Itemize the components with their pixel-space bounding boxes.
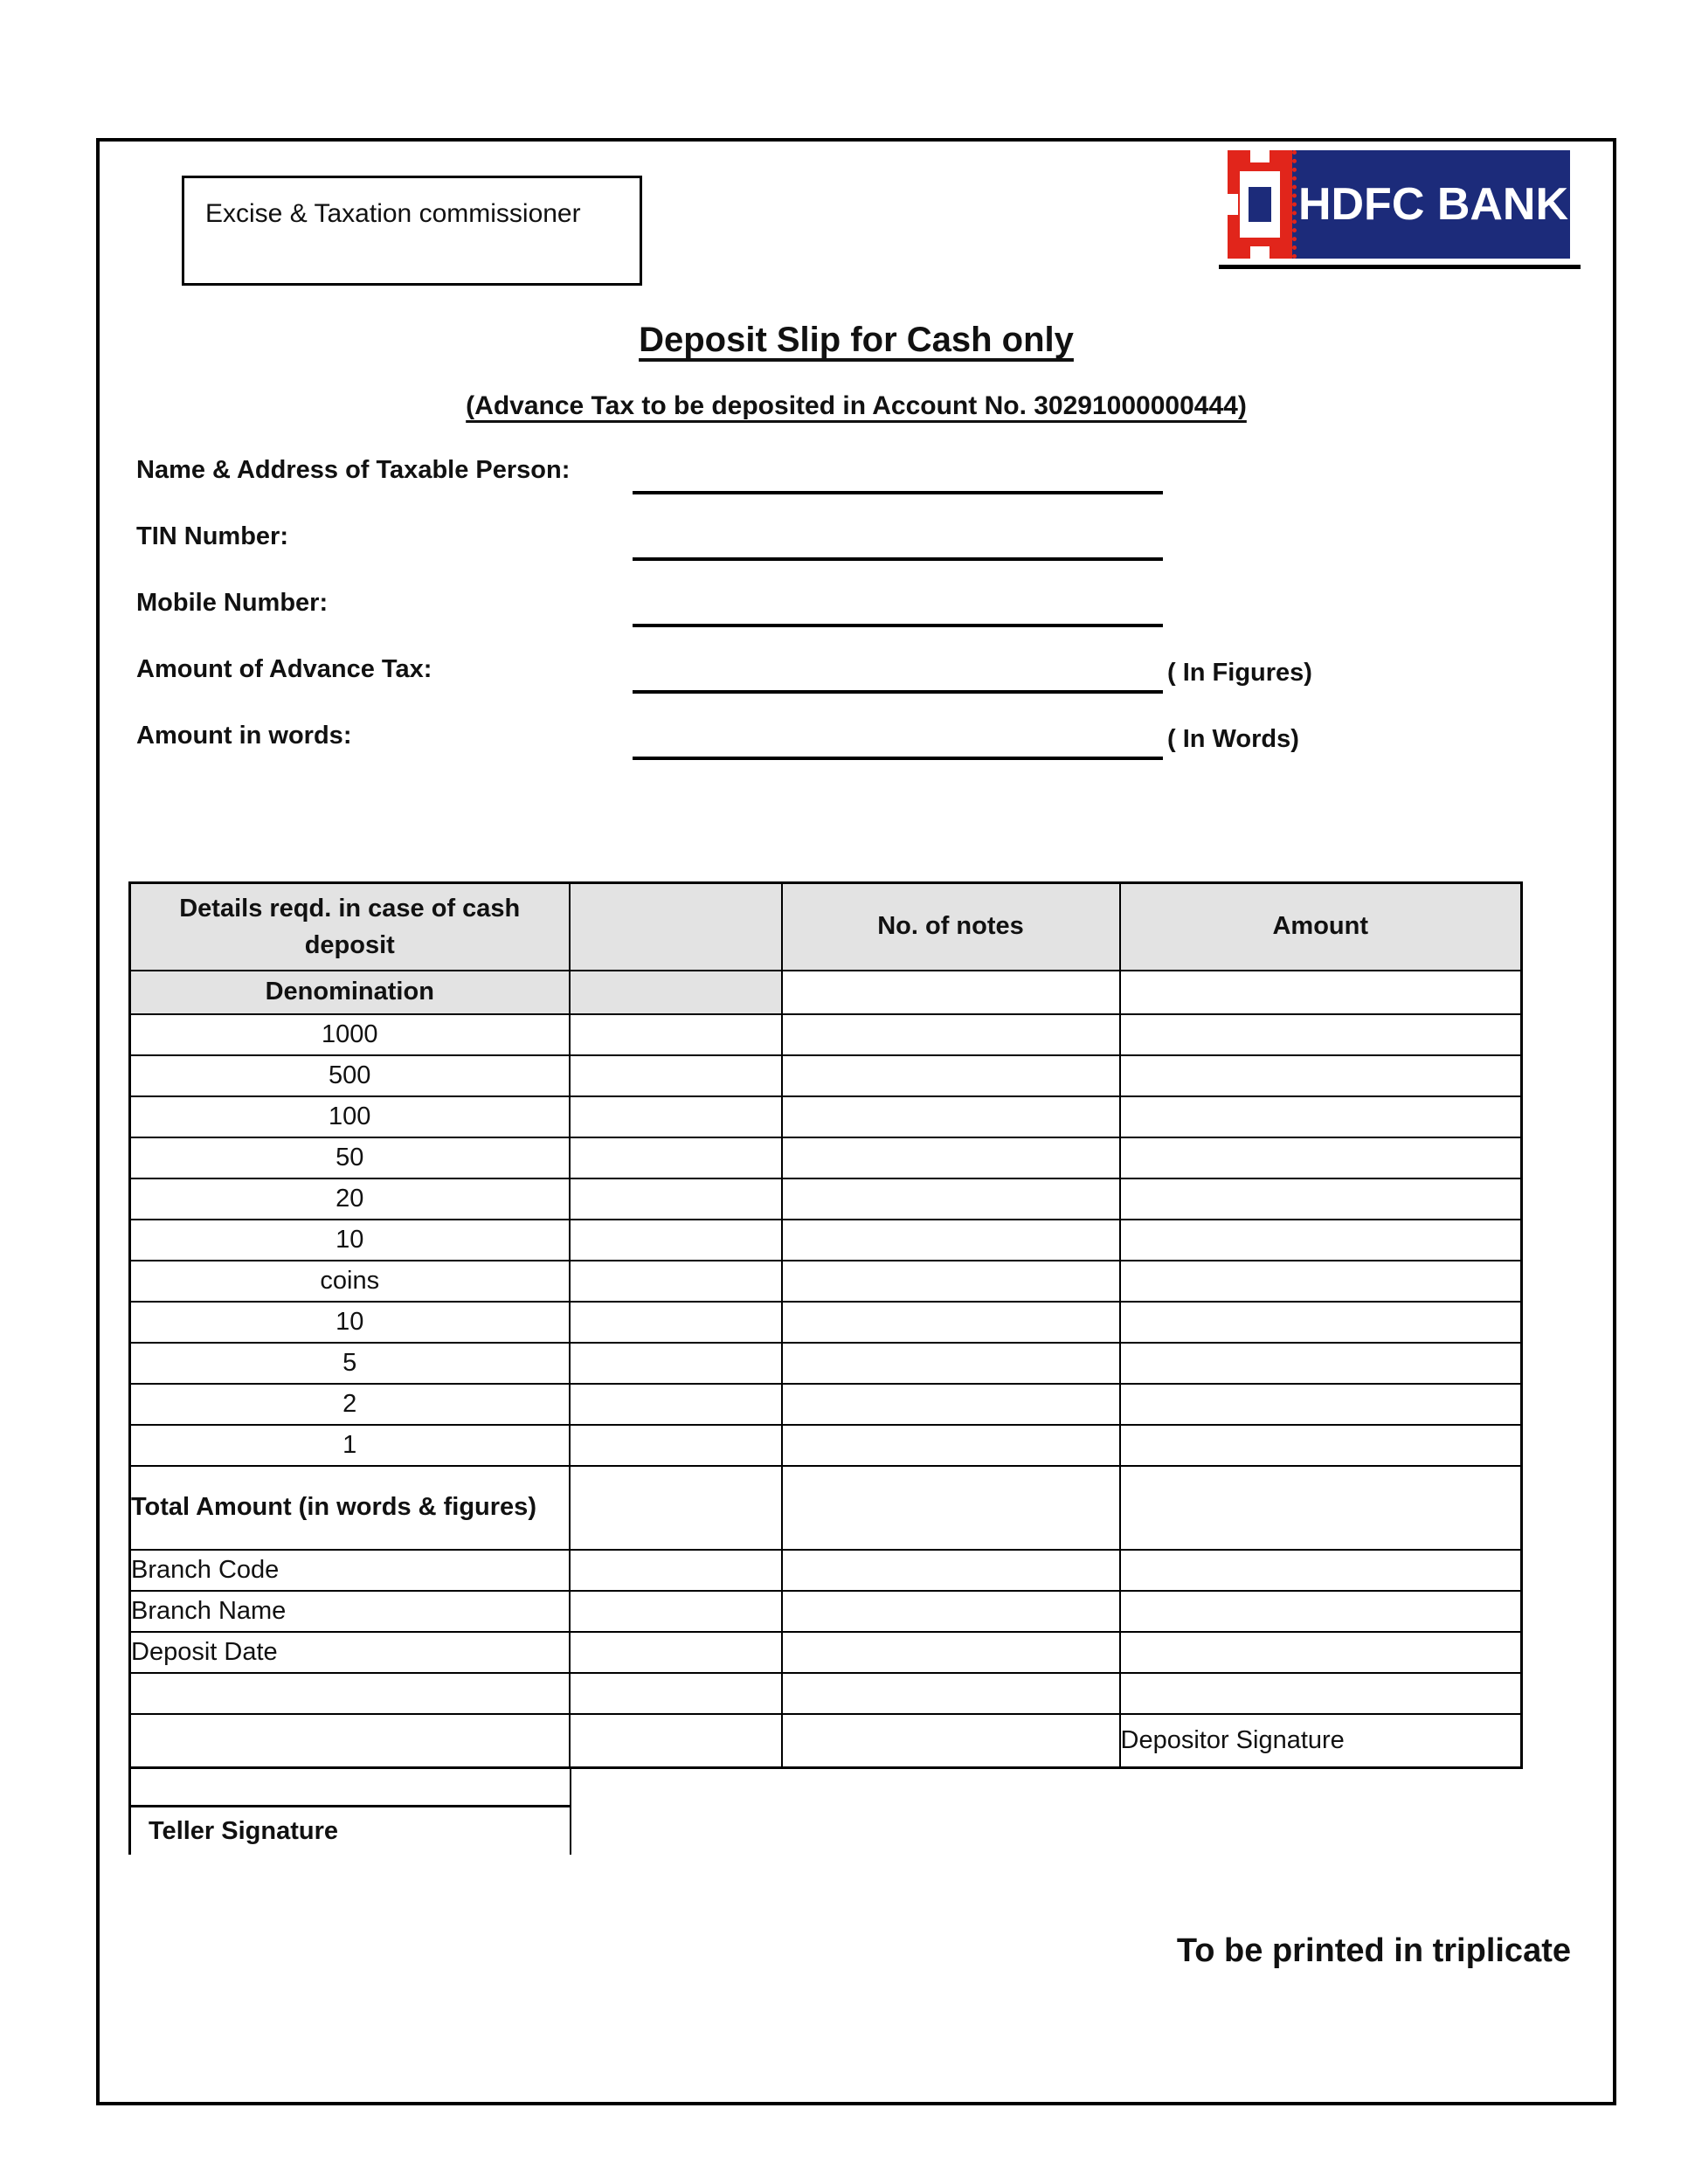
blank-cell — [570, 1096, 782, 1137]
denomination-row — [130, 1137, 1522, 1178]
notes-count-cell — [782, 1137, 1120, 1178]
blank-cell — [570, 971, 782, 1014]
blank-cell — [1120, 971, 1522, 1014]
triplicate-note: To be printed in triplicate — [1176, 1932, 1571, 1969]
amount-cell — [1120, 1137, 1522, 1178]
blank-cell — [130, 1673, 570, 1714]
blank-cell — [782, 971, 1120, 1014]
logo-notch — [1250, 150, 1269, 162]
blank-cell — [570, 1055, 782, 1096]
notes-count-cell — [782, 1178, 1120, 1220]
blank-cell — [782, 1632, 1120, 1673]
depositor-signature-row — [130, 1714, 1522, 1768]
denomination-label-row — [130, 971, 1522, 1014]
hdfc-logo-wordmark — [1292, 150, 1570, 259]
logo-notch — [1250, 246, 1269, 259]
tin-number-label: TIN Number: — [136, 522, 288, 550]
denomination-row — [130, 1220, 1522, 1261]
teller-signature-label: Teller Signature — [149, 1816, 339, 1845]
amount-header-cell: Amount — [1120, 883, 1522, 971]
denomination-cell: 1000 — [130, 1014, 570, 1055]
denomination-cell: 1 — [130, 1425, 570, 1466]
total-amount-label-cell: Total Amount (in words & figures) — [130, 1466, 570, 1550]
mobile-number-write-line — [633, 589, 1163, 627]
denomination-row — [130, 1014, 1522, 1055]
table-header-row — [130, 883, 1522, 971]
hdfc-bank-logo — [1228, 150, 1570, 259]
blank-cell — [570, 1014, 782, 1055]
notes-count-cell — [782, 1220, 1120, 1261]
blank-cell — [570, 1261, 782, 1302]
blank-cell — [1120, 1632, 1522, 1673]
denomination-cell: 50 — [130, 1137, 570, 1178]
amount-cell — [1120, 1220, 1522, 1261]
blank-cell — [782, 1591, 1120, 1632]
notes-count-cell — [782, 1425, 1120, 1466]
blank-cell — [570, 1632, 782, 1673]
name-address-label: Name & Address of Taxable Person: — [136, 456, 571, 484]
blank-cell — [782, 1673, 1120, 1714]
denomination-row — [130, 1096, 1522, 1137]
amount-words-write-line — [633, 722, 1163, 760]
teller-empty-cell — [128, 1766, 571, 1807]
blank-cell — [570, 1302, 782, 1343]
denomination-row — [130, 1343, 1522, 1384]
logo-inner-square — [1240, 171, 1280, 238]
amount-cell — [1120, 1178, 1522, 1220]
denomination-cell: 100 — [130, 1096, 570, 1137]
denomination-cell: 500 — [130, 1055, 570, 1096]
denomination-cell: 2 — [130, 1384, 570, 1425]
field-row-tin — [100, 522, 1613, 563]
branch-code-row — [130, 1550, 1522, 1591]
name-address-write-line — [633, 456, 1163, 494]
amount-cell — [1120, 1425, 1522, 1466]
blank-cell — [570, 1343, 782, 1384]
notes-count-cell — [782, 1096, 1120, 1137]
blank-cell — [570, 1466, 782, 1550]
in-figures-label: ( In Figures) — [1167, 659, 1312, 687]
blank-cell — [1120, 1591, 1522, 1632]
in-words-label: ( In Words) — [1167, 725, 1299, 753]
logo-underline — [1219, 265, 1581, 269]
blank-cell — [570, 1220, 782, 1261]
blank-cell — [1120, 1673, 1522, 1714]
document-subtitle: (Advance Tax to be deposited in Account No. 30291000000444) — [466, 391, 1247, 420]
denomination-cell: 10 — [130, 1302, 570, 1343]
total-amount-row — [130, 1466, 1522, 1550]
empty-row — [130, 1673, 1522, 1714]
field-row-amount-words — [100, 722, 1613, 762]
field-row-advance-tax — [100, 655, 1613, 695]
deposit-date-row — [130, 1632, 1522, 1673]
blank-cell — [130, 1714, 570, 1768]
denomination-row — [130, 1055, 1522, 1096]
denomination-cell: 5 — [130, 1343, 570, 1384]
amount-cell — [1120, 1096, 1522, 1137]
denomination-row — [130, 1302, 1522, 1343]
depositor-signature-cell: Depositor Signature — [1120, 1714, 1522, 1768]
denomination-cell: coins — [130, 1261, 570, 1302]
amount-cell — [1120, 1055, 1522, 1096]
blank-cell — [1120, 1466, 1522, 1550]
blank-cell — [782, 1550, 1120, 1591]
document-title: Deposit Slip for Cash only — [639, 321, 1074, 359]
notes-count-cell — [782, 1343, 1120, 1384]
deposit-slip-sheet — [96, 138, 1616, 2105]
issuer-name: Excise & Taxation commissioner — [205, 199, 581, 228]
blank-cell — [570, 1714, 782, 1768]
branch-code-label-cell: Branch Code — [130, 1550, 570, 1591]
teller-signature-cell — [128, 1807, 571, 1855]
amount-cell — [1120, 1384, 1522, 1425]
blank-cell — [570, 1550, 782, 1591]
issuer-box — [182, 176, 642, 286]
denomination-cell: 20 — [130, 1178, 570, 1220]
amount-cell — [1120, 1261, 1522, 1302]
blank-cell — [782, 1466, 1120, 1550]
blank-cell — [1120, 1550, 1522, 1591]
blank-header-cell — [570, 883, 782, 971]
amount-cell — [1120, 1343, 1522, 1384]
logo-notch — [1228, 194, 1238, 215]
bank-name: HDFC BANK — [1297, 179, 1569, 230]
blank-cell — [570, 1384, 782, 1425]
blank-cell — [782, 1714, 1120, 1768]
blank-cell — [570, 1673, 782, 1714]
amount-cell — [1120, 1302, 1522, 1343]
notes-count-cell — [782, 1014, 1120, 1055]
advance-tax-label: Amount of Advance Tax: — [136, 655, 432, 683]
denomination-row — [130, 1178, 1522, 1220]
cash-deposit-table — [128, 881, 1523, 1769]
branch-name-label-cell: Branch Name — [130, 1591, 570, 1632]
blank-cell — [570, 1425, 782, 1466]
branch-name-row — [130, 1591, 1522, 1632]
denomination-row — [130, 1384, 1522, 1425]
blank-cell — [570, 1178, 782, 1220]
advance-tax-write-line — [633, 655, 1163, 694]
amount-cell — [1120, 1014, 1522, 1055]
denomination-row — [130, 1261, 1522, 1302]
field-row-mobile — [100, 589, 1613, 629]
blank-cell — [570, 1137, 782, 1178]
mobile-number-label: Mobile Number: — [136, 589, 329, 617]
blank-cell — [570, 1591, 782, 1632]
logo-core-square — [1249, 187, 1271, 222]
denomination-cell: 10 — [130, 1220, 570, 1261]
notes-count-cell — [782, 1261, 1120, 1302]
field-row-name-address — [100, 456, 1613, 496]
hdfc-logo-mark-icon — [1228, 150, 1292, 259]
details-header-cell: Details reqd. in case of cash deposit — [130, 883, 570, 971]
denomination-label-cell: Denomination — [130, 971, 570, 1014]
notes-count-cell — [782, 1055, 1120, 1096]
denomination-row — [130, 1425, 1522, 1466]
tin-number-write-line — [633, 522, 1163, 561]
amount-words-label: Amount in words: — [136, 722, 352, 750]
deposit-date-label-cell: Deposit Date — [130, 1632, 570, 1673]
notes-count-cell — [782, 1384, 1120, 1425]
no-of-notes-header-cell: No. of notes — [782, 883, 1120, 971]
notes-count-cell — [782, 1302, 1120, 1343]
